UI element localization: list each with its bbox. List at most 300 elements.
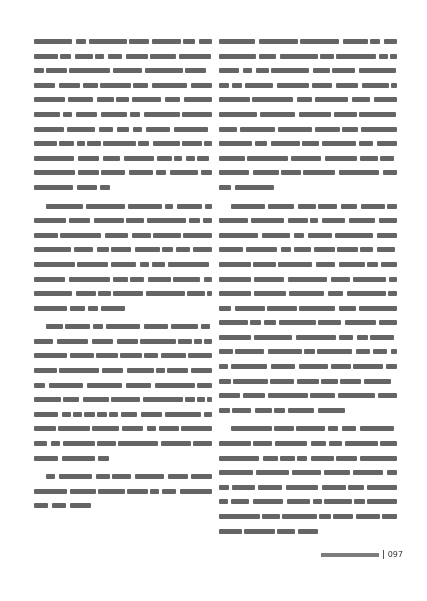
text-segment — [199, 39, 212, 44]
text-segment — [219, 233, 258, 238]
text-segment — [197, 383, 212, 388]
text-segment — [339, 306, 356, 311]
text-segment — [60, 54, 71, 59]
text-segment — [124, 156, 154, 161]
text-segment — [113, 291, 143, 296]
text-line — [34, 301, 212, 316]
text-segment — [179, 54, 211, 59]
text-segment — [117, 339, 138, 344]
text-segment — [83, 83, 98, 88]
text-segment — [373, 349, 387, 354]
page-number: 097 — [387, 550, 403, 559]
text-segment — [197, 156, 209, 161]
text-line — [219, 242, 397, 257]
text-segment — [315, 127, 340, 132]
text-segment — [232, 408, 251, 413]
text-segment — [145, 68, 183, 73]
text-segment — [280, 54, 318, 59]
text-segment — [335, 233, 373, 238]
text-segment — [70, 503, 91, 508]
text-segment — [132, 233, 151, 238]
text-segment — [219, 127, 237, 132]
text-segment — [219, 277, 251, 282]
left-text-column — [34, 34, 212, 517]
text-segment — [126, 383, 151, 388]
text-segment — [390, 54, 397, 59]
text-segment — [277, 83, 309, 88]
text-segment — [252, 97, 293, 102]
text-segment — [313, 68, 330, 73]
text-line — [219, 49, 397, 64]
text-segment — [87, 141, 101, 146]
text-segment — [339, 262, 365, 267]
text-segment — [133, 83, 148, 88]
text-segment — [34, 218, 66, 223]
text-line — [219, 107, 397, 122]
text-segment — [380, 441, 397, 446]
text-segment — [49, 383, 83, 388]
text-segment — [320, 54, 334, 59]
text-segment — [253, 262, 276, 267]
text-segment — [319, 514, 331, 519]
paragraph — [34, 34, 212, 195]
text-line — [34, 78, 212, 93]
text-segment — [318, 204, 337, 209]
text-line — [219, 359, 397, 374]
text-segment — [253, 441, 272, 446]
text-segment — [287, 499, 310, 504]
text-segment — [92, 339, 113, 344]
text-segment — [126, 218, 144, 223]
text-segment — [165, 412, 201, 417]
text-segment — [268, 349, 302, 354]
text-segment — [98, 291, 111, 296]
text-segment — [329, 441, 342, 446]
text-segment — [97, 247, 109, 252]
text-segment — [189, 218, 200, 223]
text-segment — [387, 204, 397, 209]
text-segment — [77, 141, 85, 146]
text-segment — [321, 379, 338, 384]
text-segment — [383, 170, 397, 175]
text-segment — [155, 383, 195, 388]
text-line — [219, 494, 397, 509]
text-segment — [345, 320, 376, 325]
text-segment — [157, 156, 172, 161]
text-segment — [270, 379, 294, 384]
paragraph — [219, 199, 397, 418]
text-line — [219, 315, 397, 330]
text-segment — [34, 353, 67, 358]
text-line — [219, 199, 397, 214]
text-segment — [334, 112, 357, 117]
text-segment — [231, 204, 265, 209]
text-line — [34, 392, 212, 407]
text-segment — [156, 170, 166, 175]
text-segment — [219, 393, 240, 398]
text-line — [219, 257, 397, 272]
text-line — [219, 330, 397, 345]
text-segment — [361, 204, 385, 209]
text-segment — [146, 291, 185, 296]
text-segment — [275, 441, 307, 446]
text-segment — [258, 485, 282, 490]
text-segment — [289, 291, 324, 296]
text-segment — [34, 368, 57, 373]
text-segment — [339, 170, 379, 175]
running-title-text — [321, 553, 379, 557]
text-segment — [264, 320, 276, 325]
text-segment — [70, 353, 94, 358]
text-segment — [219, 379, 231, 384]
text-segment — [322, 485, 346, 490]
text-segment — [34, 383, 45, 388]
text-line — [219, 272, 397, 287]
text-segment — [244, 529, 275, 534]
text-segment — [201, 170, 212, 175]
text-segment — [367, 262, 378, 267]
text-segment — [340, 379, 361, 384]
text-segment — [278, 127, 312, 132]
text-segment — [380, 156, 394, 161]
text-segment — [219, 485, 229, 490]
paragraph — [219, 34, 397, 195]
text-segment — [126, 54, 148, 59]
text-segment — [193, 441, 212, 446]
text-segment — [65, 324, 90, 329]
text-segment — [150, 54, 176, 59]
text-segment — [46, 474, 55, 479]
text-segment — [185, 68, 206, 73]
text-segment — [34, 262, 75, 267]
footer-divider — [383, 550, 384, 559]
text-segment — [34, 83, 55, 88]
text-segment — [150, 489, 159, 494]
text-segment — [302, 141, 319, 146]
text-segment — [178, 339, 192, 344]
text-segment — [147, 426, 156, 431]
text-segment — [140, 262, 149, 267]
text-segment — [34, 489, 67, 494]
text-segment — [97, 412, 107, 417]
page-footer — [321, 550, 403, 559]
text-line — [34, 436, 212, 451]
text-segment — [161, 353, 186, 358]
text-segment — [294, 247, 311, 252]
text-segment — [277, 529, 295, 534]
text-segment — [191, 83, 212, 88]
text-segment — [129, 39, 149, 44]
text-segment — [109, 412, 118, 417]
text-segment — [271, 364, 295, 369]
paragraph — [219, 421, 397, 538]
text-segment — [359, 306, 397, 311]
text-segment — [382, 514, 397, 519]
text-segment — [362, 83, 389, 88]
text-segment — [374, 97, 397, 102]
text-segment — [219, 156, 245, 161]
text-segment — [95, 54, 104, 59]
text-segment — [176, 247, 190, 252]
text-segment — [219, 306, 231, 311]
text-segment — [254, 277, 284, 282]
text-segment — [100, 83, 131, 88]
text-segment — [78, 156, 99, 161]
text-line — [219, 286, 397, 301]
text-segment — [60, 233, 101, 238]
text-segment — [113, 277, 128, 282]
text-segment — [174, 127, 208, 132]
text-segment — [185, 397, 195, 402]
text-segment — [170, 170, 198, 175]
text-segment — [191, 474, 212, 479]
text-segment — [286, 485, 318, 490]
paragraph — [34, 319, 212, 465]
text-segment — [339, 335, 353, 340]
text-segment — [34, 68, 44, 73]
text-segment — [377, 247, 395, 252]
text-segment — [387, 470, 397, 475]
text-segment — [101, 112, 127, 117]
text-segment — [356, 349, 370, 354]
text-segment — [122, 426, 143, 431]
text-segment — [153, 233, 181, 238]
text-line — [34, 319, 212, 334]
text-segment — [34, 277, 65, 282]
text-segment — [140, 339, 176, 344]
text-line — [219, 122, 397, 137]
text-segment — [94, 218, 124, 223]
text-segment — [299, 112, 331, 117]
text-segment — [389, 277, 397, 282]
text-segment — [34, 426, 56, 431]
text-line — [34, 242, 212, 257]
text-line — [34, 484, 212, 499]
text-segment — [328, 426, 338, 431]
text-line — [219, 524, 397, 539]
text-segment — [250, 320, 261, 325]
text-segment — [219, 54, 256, 59]
text-segment — [255, 141, 267, 146]
text-segment — [308, 233, 332, 238]
text-segment — [143, 397, 183, 402]
text-segment — [103, 156, 120, 161]
text-line — [34, 63, 212, 78]
text-segment — [268, 393, 308, 398]
text-segment — [89, 39, 127, 44]
text-segment — [46, 68, 67, 73]
text-segment — [183, 233, 212, 238]
text-segment — [111, 247, 131, 252]
text-segment — [207, 397, 212, 402]
text-segment — [34, 412, 58, 417]
text-segment — [59, 474, 92, 479]
text-segment — [291, 156, 321, 161]
text-segment — [173, 277, 200, 282]
text-line — [34, 199, 212, 214]
text-segment — [58, 426, 90, 431]
text-segment — [52, 503, 66, 508]
text-segment — [70, 489, 96, 494]
text-segment — [274, 408, 285, 413]
text-segment — [113, 68, 142, 73]
text-segment — [219, 262, 251, 267]
text-segment — [105, 233, 128, 238]
text-segment — [117, 127, 129, 132]
text-segment — [271, 141, 300, 146]
text-segment — [219, 456, 259, 461]
text-segment — [204, 412, 212, 417]
text-segment — [191, 368, 212, 373]
text-segment — [165, 204, 173, 209]
text-segment — [204, 339, 212, 344]
text-segment — [156, 368, 165, 373]
text-segment — [59, 368, 99, 373]
text-segment — [360, 456, 397, 461]
text-segment — [240, 127, 275, 132]
text-segment — [76, 291, 96, 296]
text-segment — [381, 262, 397, 267]
text-segment — [34, 170, 75, 175]
text-segment — [256, 68, 269, 73]
text-segment — [180, 489, 212, 494]
text-segment — [103, 141, 136, 146]
text-segment — [328, 291, 343, 296]
text-line — [34, 451, 212, 466]
text-segment — [219, 112, 257, 117]
text-segment — [46, 204, 83, 209]
text-segment — [370, 39, 380, 44]
text-segment — [152, 39, 181, 44]
text-segment — [129, 170, 153, 175]
text-segment — [111, 397, 140, 402]
text-segment — [69, 277, 110, 282]
text-segment — [378, 393, 397, 398]
text-segment — [251, 218, 284, 223]
text-segment — [281, 247, 291, 252]
text-segment — [243, 393, 265, 398]
text-segment — [197, 397, 205, 402]
text-segment — [201, 324, 210, 329]
text-segment — [386, 364, 397, 369]
text-line — [34, 165, 212, 180]
text-segment — [219, 291, 251, 296]
text-segment — [34, 233, 58, 238]
text-segment — [120, 353, 142, 358]
text-segment — [144, 112, 180, 117]
text-segment — [359, 112, 396, 117]
text-segment — [63, 397, 79, 402]
text-line — [219, 78, 397, 93]
text-segment — [100, 185, 110, 190]
text-segment — [204, 277, 212, 282]
text-line — [219, 374, 397, 389]
text-segment — [296, 426, 325, 431]
text-segment — [304, 349, 315, 354]
text-segment — [297, 97, 312, 102]
text-line — [219, 436, 397, 451]
text-segment — [322, 218, 345, 223]
text-segment — [102, 368, 123, 373]
text-line — [34, 363, 212, 378]
text-segment — [92, 426, 119, 431]
text-segment — [370, 335, 394, 340]
text-segment — [262, 514, 280, 519]
text-segment — [69, 68, 110, 73]
text-segment — [254, 335, 292, 340]
text-segment — [34, 247, 71, 252]
text-segment — [177, 204, 202, 209]
text-segment — [235, 349, 264, 354]
text-segment — [342, 127, 358, 132]
text-segment — [235, 185, 274, 190]
text-segment — [353, 364, 383, 369]
text-segment — [127, 489, 148, 494]
text-segment — [233, 379, 268, 384]
text-line — [34, 213, 212, 228]
text-segment — [34, 185, 73, 190]
text-line — [219, 213, 397, 228]
text-segment — [93, 324, 103, 329]
text-line — [219, 228, 397, 243]
text-line — [34, 136, 212, 151]
text-segment — [259, 39, 298, 44]
text-segment — [253, 499, 283, 504]
text-segment — [310, 393, 335, 398]
text-line — [34, 180, 212, 195]
text-segment — [354, 499, 365, 504]
text-segment — [297, 456, 307, 461]
text-segment — [188, 353, 212, 358]
text-segment — [379, 218, 397, 223]
text-segment — [359, 141, 373, 146]
text-segment — [312, 83, 332, 88]
text-segment — [99, 127, 113, 132]
text-segment — [311, 456, 334, 461]
text-segment — [111, 262, 136, 267]
text-segment — [337, 247, 358, 252]
text-line — [219, 34, 397, 49]
text-segment — [298, 529, 318, 534]
text-segment — [59, 83, 80, 88]
text-segment — [219, 320, 248, 325]
text-segment — [193, 247, 212, 252]
text-segment — [97, 441, 116, 446]
text-segment — [57, 339, 88, 344]
text-line — [34, 228, 212, 243]
text-segment — [152, 262, 165, 267]
text-segment — [315, 97, 348, 102]
text-segment — [314, 247, 335, 252]
text-line — [34, 49, 212, 64]
text-segment — [279, 320, 316, 325]
text-segment — [98, 456, 109, 461]
text-segment — [360, 247, 373, 252]
text-segment — [274, 426, 294, 431]
text-segment — [84, 412, 95, 417]
text-line — [219, 509, 397, 524]
text-segment — [288, 408, 314, 413]
text-segment — [204, 141, 212, 146]
text-segment — [300, 39, 339, 44]
text-segment — [322, 141, 356, 146]
text-segment — [246, 247, 277, 252]
text-segment — [232, 83, 242, 88]
text-segment — [73, 412, 82, 417]
text-segment — [345, 441, 378, 446]
text-segment — [343, 39, 368, 44]
text-segment — [292, 470, 321, 475]
